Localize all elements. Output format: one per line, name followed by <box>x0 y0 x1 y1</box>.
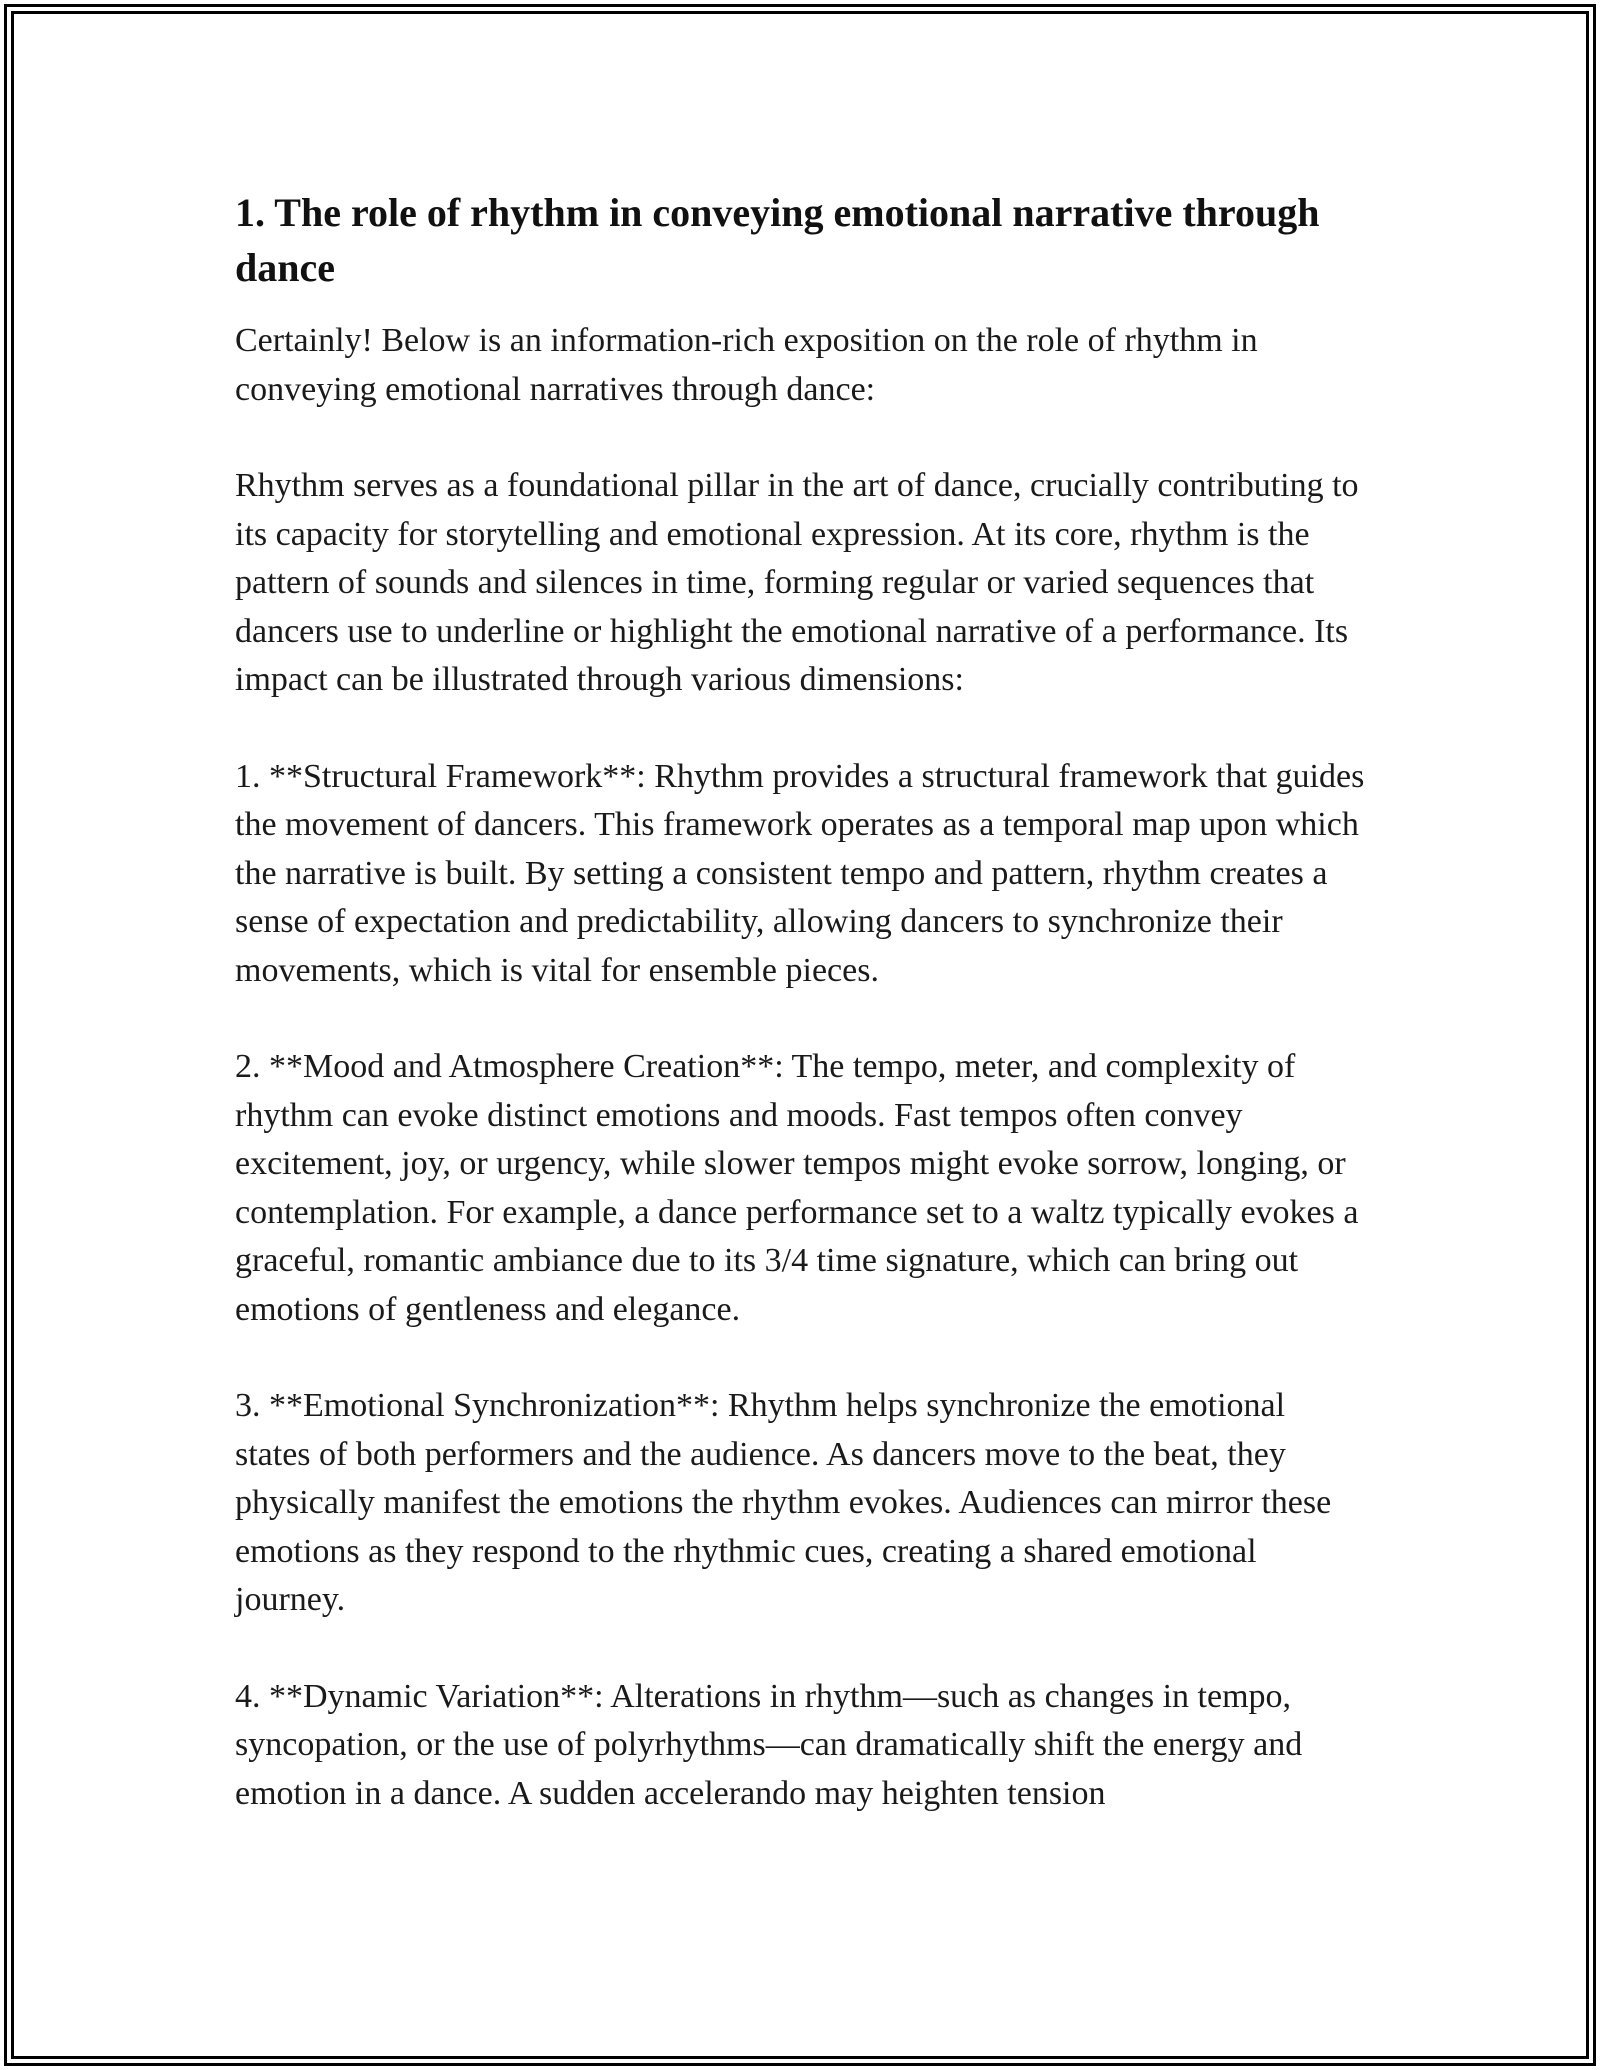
page-title: 1. The role of rhythm in conveying emotional narrative through dance <box>235 190 1320 290</box>
document-body <box>235 185 1365 1866</box>
emotional-synchronization-paragraph: 3. **Emotional Synchronization**: Rhythm helps synchronize the emotional states of both performers and the audience. As dancers move to the beat, they physically manifest the emotions the rhythm evokes. Audiences can mirror these emotions as they respond to the rhythmic cues, creating a shared emotional journey. <box>235 1387 1332 1618</box>
overview-paragraph: Rhythm serves as a foundational pillar in the art of dance, crucially contributing to its capacity for storytelling and emotional expression. At its core, rhythm is the pattern of sounds and silences in time, forming regular or varied sequences that dancers use to underline or highlight the emotional narrative of a performance. Its impact can be illustrated through various dimensions: <box>235 467 1359 698</box>
dynamic-variation-paragraph: 4. **Dynamic Variation**: Alterations in rhythm—such as changes in tempo, syncopation, or the use of polyrhythms—can dramatically shift the energy and emotion in a dance. A sudden accelerando may heighten tension <box>235 1677 1303 1812</box>
structural-framework-paragraph: 1. **Structural Framework**: Rhythm provides a structural framework that guides the movement of dancers. This framework operates as a temporal map upon which the narrative is built. By setting a consistent tempo and pattern, rhythm creates a sense of expectation and predictability, allowing dancers to synchronize their movements, which is vital for ensemble pieces. <box>235 757 1365 989</box>
intro-paragraph: Certainly! Below is an information-rich exposition on the role of rhythm in conveying emotional narratives through dance: <box>235 322 1258 408</box>
mood-atmosphere-paragraph: 2. **Mood and Atmosphere Creation**: The tempo, meter, and complexity of rhythm can evoke distinct emotions and moods. Fast tempos often convey excitement, joy, or urgency, while slower tempos might evoke sorrow, longing, or contemplation. For example, a dance performance set to a waltz typically evokes a graceful, romantic ambiance due to its 3/4 time signature, which can bring out emotions of gentleness and elegance. <box>235 1048 1359 1328</box>
